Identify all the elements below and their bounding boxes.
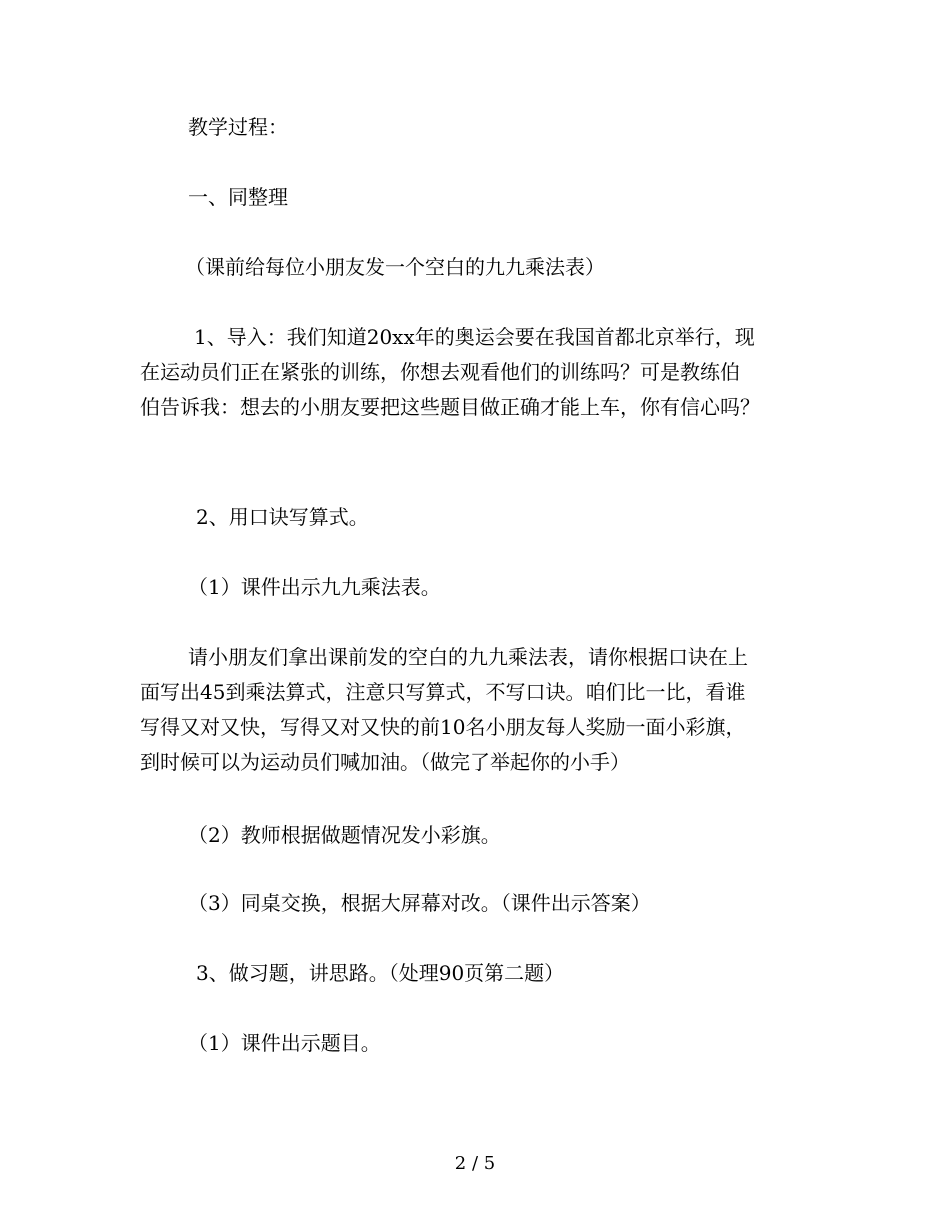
intro-line: 1、导入：我们知道20xx年的奥运会要在我国首都北京举行，现 xyxy=(194,325,755,349)
instruction-paragraph xyxy=(140,640,830,780)
instruction-line: 面写出45到乘法算式，注意只写算式，不写口诀。咱们比一比，看谁 xyxy=(140,680,746,704)
step-item: （2）教师根据做题情况发小彩旗。 xyxy=(188,823,501,847)
note-paragraph: （课前给每位小朋友发一个空白的九九乘法表） xyxy=(185,255,605,279)
instruction-line: 写得又对又快，写得又对又快的前10名小朋友每人奖励一面小彩旗， xyxy=(140,715,746,739)
step-item: （1）课件出示九九乘法表。 xyxy=(188,575,441,599)
step-heading: 2、用口诀写算式。 xyxy=(196,505,369,529)
intro-line: 伯告诉我：想去的小朋友要把这些题目做正确才能上车，你有信心吗？ xyxy=(140,395,760,419)
intro-paragraph xyxy=(140,320,830,425)
instruction-line: 到时候可以为运动员们喊加油。（做完了举起你的小手） xyxy=(140,750,630,774)
step-item: （1）课件出示题目。 xyxy=(188,1031,381,1055)
instruction-line: 请小朋友们拿出课前发的空白的九九乘法表，请你根据口诀在上 xyxy=(188,645,748,669)
page-number: 2 / 5 xyxy=(454,1153,496,1174)
step-item: （3）同桌交换，根据大屏幕对改。（课件出示答案） xyxy=(188,891,651,915)
step-heading: 3、做习题，讲思路。（处理90页第二题） xyxy=(196,961,565,985)
heading: 教学过程： xyxy=(188,115,288,139)
intro-line: 在运动员们正在紧张的训练，你想去观看他们的训练吗？可是教练伯 xyxy=(140,360,740,384)
section-title: 一、同整理 xyxy=(188,185,288,209)
